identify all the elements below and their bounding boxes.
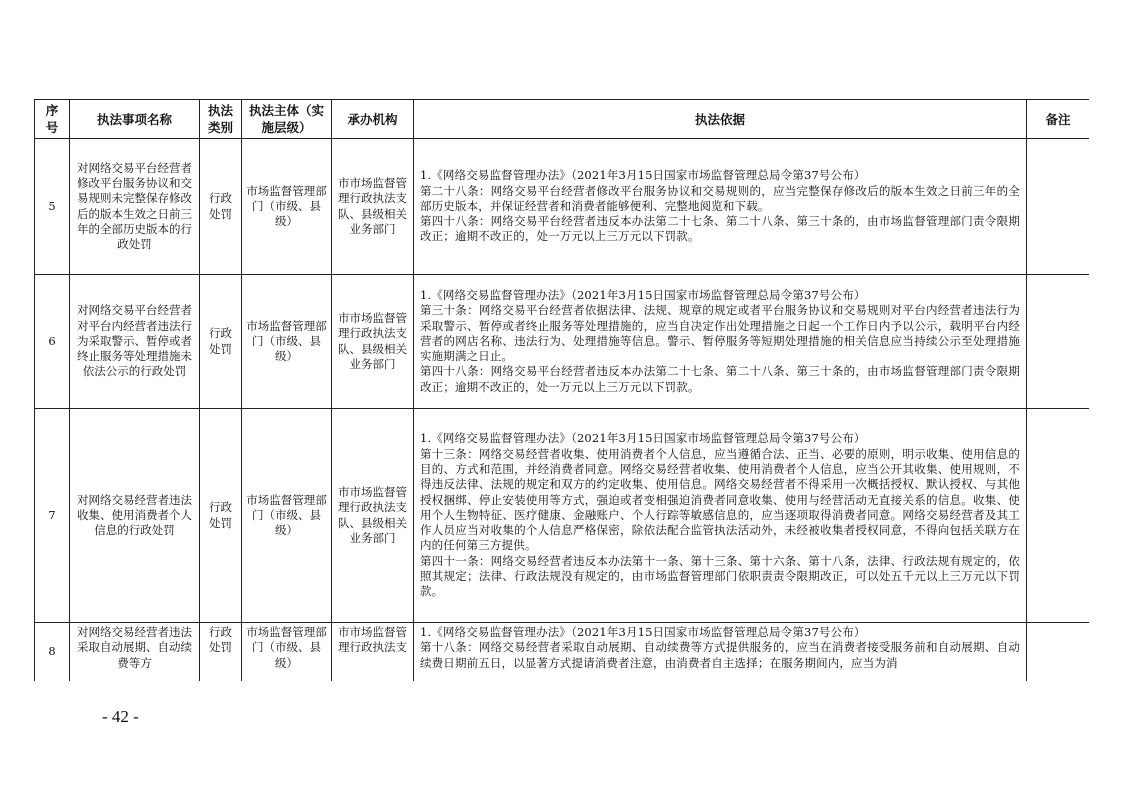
row-category <box>200 623 242 682</box>
row-basis <box>414 139 1027 275</box>
row-subject: 市场监督管理部门（市级、县级） <box>242 409 332 623</box>
row-org: 市市场监督管理行政执法支队、县级相关业务部门 <box>332 139 414 275</box>
table-row <box>35 623 1090 682</box>
row-subject <box>242 623 332 682</box>
row-basis <box>414 409 1027 623</box>
row-category: 行政处罚 <box>200 139 242 275</box>
table-row <box>35 409 1090 623</box>
enforcement-table <box>34 99 1089 681</box>
row-category-text: 行政处罚 <box>209 625 232 655</box>
enforcement-table-container <box>34 99 1089 681</box>
basis-paragraph: 1.《网络交易监督管理办法》（2021年3月15日国家市场监督管理总局令第37号公布） <box>420 287 866 302</box>
row-subject: 市场监督管理部门（市级、县级） <box>242 139 332 275</box>
row-org-text: 市市场监督管理行政执法支 <box>338 625 407 655</box>
header-basis: 执法依据 <box>414 100 1027 139</box>
basis-paragraph: 1.《网络交易监督管理办法》（2021年3月15日国家市场监督管理总局令第37号公布） <box>420 168 866 183</box>
row-name: 对网络交易平台经营者对平台内经营者违法行为采取警示、暂停或者终止服务等处理措施未依法公示的行政处罚 <box>70 275 200 409</box>
row-basis <box>414 275 1027 409</box>
page-number: - 42 - <box>102 707 139 726</box>
basis-paragraph: 第十八条：网络交易经营者采取自动展期、自动续费等方式提供服务的，应当在消费者接受服务前和自动展期、自动续费日期前五日，以显著方式提请消费者注意，由消费者自主选择；在服务期间内，应当为消 <box>420 640 1020 670</box>
row-seq: 6 <box>35 275 70 409</box>
row-seq: 5 <box>35 139 70 275</box>
row-seq: 7 <box>35 409 70 623</box>
basis-paragraph: 第四十一条：网络交易经营者违反本办法第十一条、第十三条、第十六条、第十八条，法律、行政法规有规定的，依照其规定；法律、行政法规没有规定的，由市场监督管理部门依职责责令限期改正，可以处五千元以上三万元以下罚款。 <box>420 553 1020 599</box>
header-subject: 执法主体（实施层级） <box>242 100 332 139</box>
row-subject-text: 市场监督管理部门（市级、县级） <box>246 625 327 670</box>
row-category: 行政处罚 <box>200 275 242 409</box>
row-name: 对网络交易平台经营者修改平台服务协议和交易规则未完整保存修改后的版本生效之日前三年的全部历史版本的行政处罚 <box>70 139 200 275</box>
header-name: 执法事项名称 <box>70 100 200 139</box>
row-remark <box>1027 139 1090 275</box>
basis-paragraph: 1.《网络交易监督管理办法》（2021年3月15日国家市场监督管理总局令第37号公布） <box>420 625 866 639</box>
row-subject: 市场监督管理部门（市级、县级） <box>242 275 332 409</box>
row-name-text: 对网络交易经营者违法采取自动展期、自动续费等方 <box>77 625 192 670</box>
header-seq: 序号 <box>35 100 70 139</box>
basis-paragraph: 第三十条：网络交易平台经营者依据法律、法规、规章的规定或者平台服务协议和交易规则对平台内经营者违法行为采取警示、暂停或者终止服务等处理措施的，应当自决定作出处理措施之日起一个工作日内予以公示，载明平台内经营者的网店名称、违法行为、处理措施等信息。警示、暂停服务等短期处理措施的相关信息应当持续公示至处理措施实施期满之日止。 <box>420 303 1020 364</box>
basis-paragraph: 第二十八条：网络交易平台经营者修改平台服务协议和交易规则的，应当完整保存修改后的版本生效之日前三年的全部历史版本，并保证经营者和消费者能够便利、完整地阅览和下载。 <box>420 183 1020 213</box>
row-org: 市市场监督管理行政执法支队、县级相关业务部门 <box>332 409 414 623</box>
row-name: 对网络交易经营者违法收集、使用消费者个人信息的行政处罚 <box>70 409 200 623</box>
row-basis <box>414 623 1027 682</box>
row-org <box>332 623 414 682</box>
row-org: 市市场监督管理行政执法支队、县级相关业务部门 <box>332 275 414 409</box>
table-header-row <box>35 100 1090 139</box>
row-remark <box>1027 409 1090 623</box>
table-row <box>35 275 1090 409</box>
table-row <box>35 139 1090 275</box>
row-basis-text <box>420 625 1020 679</box>
row-seq: 8 <box>35 623 70 682</box>
basis-paragraph: 第四十八条：网络交易平台经营者违反本办法第二十七条、第二十八条、第三十条的，由市场监督管理部门责令限期改正；逾期不改正的，处一万元以上三万元以下罚款。 <box>420 364 1020 394</box>
basis-paragraph: 1.《网络交易监督管理办法》（2021年3月15日国家市场监督管理总局令第37号公布） <box>420 431 866 446</box>
header-remark: 备注 <box>1027 100 1090 139</box>
header-org: 承办机构 <box>332 100 414 139</box>
basis-paragraph: 第四十八条：网络交易平台经营者违反本办法第二十七条、第二十八条、第三十条的，由市场监督管理部门责令限期改正；逾期不改正的，处一万元以上三万元以下罚款。 <box>420 214 1020 244</box>
row-remark <box>1027 275 1090 409</box>
row-category: 行政处罚 <box>200 409 242 623</box>
basis-paragraph: 第十三条：网络交易经营者收集、使用消费者个人信息，应当遵循合法、正当、必要的原则，明示收集、使用信息的目的、方式和范围，并经消费者同意。网络交易经营者收集、使用消费者个人信息，应当公开其收集、使用规则，不得违反法律、法规的规定和双方的约定收集、使用信息。网络交易经营者不得采用一次概括授权、默认授权、与其他授权捆绑、停止安装使用等方式，强迫或者变相强迫消费者同意收集、使用与经营活动无直接关系的信息。收集、使用个人生物特征、医疗健康、金融账户、个人行踪等敏感信息的，应当逐项取得消费者同意。网络交易经营者及其工作人员应当对收集的个人信息严格保密，除依法配合监管执法活动外，未经被收集者授权同意，不得向包括关联方在内的任何第三方提供。 <box>420 446 1020 553</box>
row-name <box>70 623 200 682</box>
header-category: 执法类别 <box>200 100 242 139</box>
row-remark <box>1027 623 1090 682</box>
